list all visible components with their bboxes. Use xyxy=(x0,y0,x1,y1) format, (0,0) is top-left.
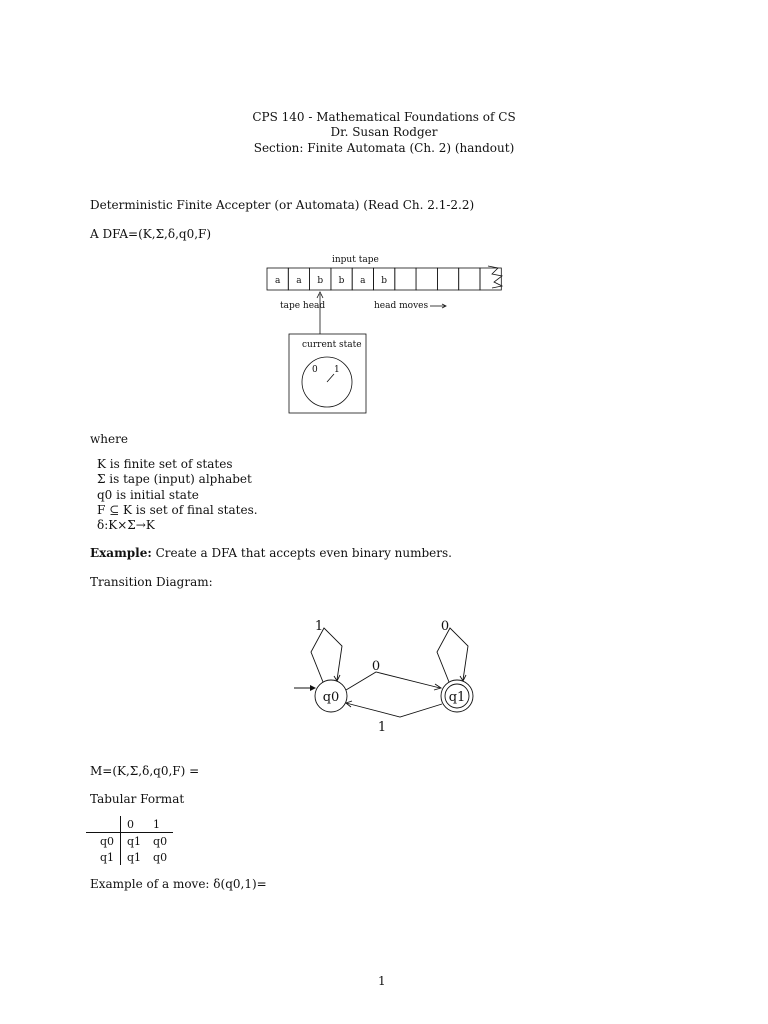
transition-diagram xyxy=(290,612,490,737)
where-label: where xyxy=(90,432,128,446)
tape-symbol: a xyxy=(296,276,302,286)
tape-symbol: a xyxy=(360,276,366,286)
tape-symbol: b xyxy=(381,276,388,286)
dfa-definition: A DFA=(K,Σ,δ,q0,F) xyxy=(90,227,212,241)
table-cell: q1 xyxy=(121,833,148,850)
edge-q1-q0 xyxy=(346,703,442,717)
table-row xyxy=(86,833,173,850)
loop-q1-label: 0 xyxy=(440,619,450,634)
where-item-f: F ⊆ K is set of final states. xyxy=(97,503,258,517)
section-title: Section: Finite Automata (Ch. 2) (handout) xyxy=(253,141,515,155)
table-row-state: q1 xyxy=(99,850,114,864)
tape-cell xyxy=(437,268,458,290)
machine-definition: M=(K,Σ,δ,q0,F) = xyxy=(90,764,200,778)
dial-label-1: 1 xyxy=(334,365,340,375)
example-bold: Example: xyxy=(90,546,152,560)
dial-label-0: 0 xyxy=(312,365,318,375)
edge-q1-q0-label: 1 xyxy=(377,720,387,735)
start-arrowhead xyxy=(310,685,316,691)
tape-symbol: a xyxy=(274,276,281,286)
tape-figure xyxy=(258,248,518,420)
example-line xyxy=(90,546,452,560)
course-title: CPS 140 - Mathematical Foundations of CS xyxy=(252,110,516,124)
loop-q1 xyxy=(437,628,468,682)
table-row xyxy=(86,849,173,865)
head-moves-label: head moves xyxy=(374,301,429,311)
tape-cell xyxy=(395,268,416,290)
current-state-label: current state xyxy=(302,340,362,350)
table-col-header: 0 xyxy=(121,816,148,833)
table-cell: q0 xyxy=(153,850,168,864)
table-row-state: q0 xyxy=(99,834,114,848)
edge-q0-q1 xyxy=(346,672,440,690)
loop-q0-label: 1 xyxy=(314,619,324,634)
transition-table-wrap xyxy=(86,816,173,865)
page-number: 1 xyxy=(378,974,386,988)
instructor-name: Dr. Susan Rodger xyxy=(330,125,438,139)
tape-symbol: b xyxy=(317,276,324,286)
dial-needle xyxy=(327,374,334,382)
tape-symbol: b xyxy=(338,276,345,286)
dfa-heading: Deterministic Finite Accepter (or Automata) (Read Ch. 2.1-2.2) xyxy=(90,198,475,212)
tape-cell xyxy=(416,268,437,290)
tabular-label: Tabular Format xyxy=(90,792,185,806)
state-q1-label: q1 xyxy=(448,690,466,705)
state-q0-label: q0 xyxy=(322,690,340,705)
tape-title: input tape xyxy=(332,255,379,265)
table-corner xyxy=(86,816,121,833)
transition-diagram-label: Transition Diagram: xyxy=(90,575,213,589)
table-cell: q1 xyxy=(121,849,148,865)
example-text: Create a DFA that accepts even binary numbers. xyxy=(155,546,452,560)
table-col-header: 1 xyxy=(147,816,173,833)
tape-torn-end xyxy=(488,266,502,288)
move-example: Example of a move: δ(q0,1)= xyxy=(90,877,267,891)
table-header-row xyxy=(86,816,173,833)
tape-cell xyxy=(459,268,480,290)
where-item-delta: δ:K×Σ→K xyxy=(97,518,155,532)
table-cell: q0 xyxy=(153,834,168,848)
edge-q0-q1-label: 0 xyxy=(371,659,381,674)
where-item-k: K is finite set of states xyxy=(97,457,233,471)
tape-cells xyxy=(267,268,501,290)
where-item-sigma: Σ is tape (input) alphabet xyxy=(97,472,252,486)
tape-head-label: tape head xyxy=(280,301,326,311)
loop-q0 xyxy=(311,628,342,682)
where-item-q0: q0 is initial state xyxy=(97,488,199,502)
transition-table xyxy=(86,816,173,865)
